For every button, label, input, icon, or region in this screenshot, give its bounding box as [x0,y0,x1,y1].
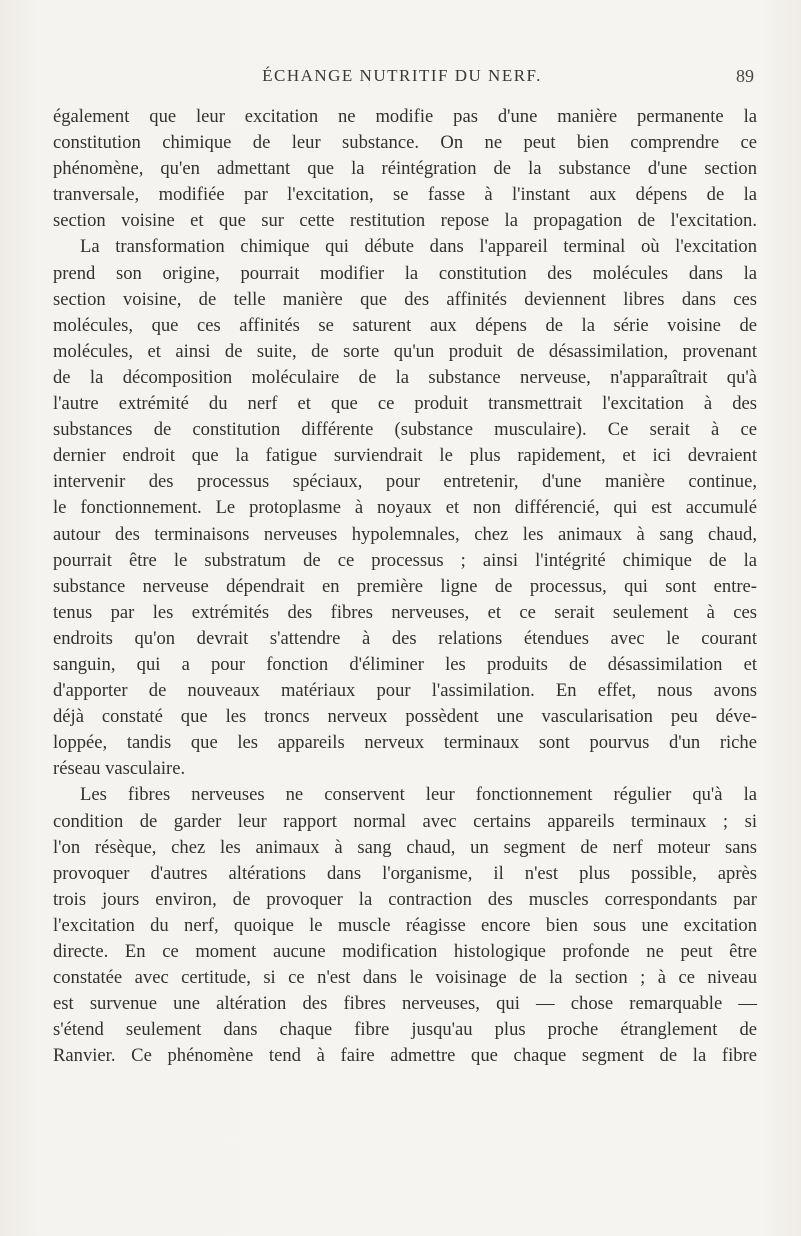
text-line: l'on résèque, chez les animaux à sang chaud, un segment de nerf moteur sans [53,836,757,858]
text-line: directe. En ce moment aucune modification histologique profonde ne peut être [53,941,757,962]
paragraph-end-line: réseau vasculaire. [53,758,186,780]
running-title: ÉCHANGE NUTRITIF DU NERF. [262,66,542,85]
text-line: l'excitation du nerf, quoique le muscle réagisse encore bien sous une excitation [53,914,757,936]
text-line: trois jours environ, de provoquer la contraction des muscles correspondants par [53,888,757,910]
paragraph-start-line: Les fibres nerveuses ne conservent leur fonctionnement régulier qu'à la [80,784,757,806]
text-line: substance nerveuse dépendrait en première ligne de processus, qui sont entre- [53,575,757,597]
text-line: déjà constaté que les troncs nerveux possèdent une vascularisation peu déve- [53,706,757,728]
text-line: endroits qu'on devrait s'attendre à des relations étendues avec le courant [53,627,757,649]
page-number: 89 [736,66,754,86]
paragraph-start-line: La transformation chimique qui débute dans l'appareil terminal où l'excitation [80,236,757,258]
text-line: molécules, et ainsi de suite, de sorte qu'un produit de désassimilation, provenant [53,340,757,362]
text-line: section voisine et que sur cette restitution repose la propagation de l'excitation. [53,210,757,232]
text-line: de la décomposition moléculaire de la substance nerveuse, n'apparaîtrait qu'à [53,366,757,388]
text-line: autour des terminaisons nerveuses hypolemnales, chez les animaux à sang chaud, [53,523,757,545]
body-text [53,104,757,1069]
text-line: section voisine, de telle manière que des affinités deviennent libres dans ces [53,288,757,310]
text-line: également que leur excitation ne modifie pas d'une manière permanente la [53,106,757,127]
text-line: loppée, tandis que les appareils nerveux terminaux sont pourvus d'un riche [53,732,757,754]
text-line: sanguin, qui a pour fonction d'éliminer les produits de désassimilation et [53,653,757,675]
text-line: substances de constitution différente (substance musculaire). Ce serait à ce [53,419,757,441]
text-line: tranversale, modifiée par l'excitation, se fasse à l'instant aux dépens de la [53,184,757,206]
text-line: constatée avec certitude, si ce n'est dans le voisinage de la section ; à ce niveau [53,967,757,989]
text-line: le fonctionnement. Le protoplasme à noyaux et non différencié, qui est accumulé [53,497,757,519]
text-line: tenus par les extrémités des fibres nerveuses, et ce serait seulement à ces [53,601,757,623]
text-line: dernier endroit que la fatigue surviendrait le plus rapidement, et ici devraient [53,445,757,467]
running-head [0,66,801,90]
text-line: pourrait être le substratum de ce processus ; ainsi l'intégrité chimique de la [53,549,757,571]
text-line: est survenue une altération des fibres nerveuses, qui — chose remarquable — [53,993,757,1015]
text-line: prend son origine, pourrait modifier la constitution des molécules dans la [53,262,757,284]
text-line: intervenir des processus spéciaux, pour entretenir, d'une manière continue, [53,471,757,493]
text-line: constitution chimique de leur substance. On ne peut bien comprendre ce [53,132,757,154]
text-line: Ranvier. Ce phénomène tend à faire admettre que chaque segment de la fibre [53,1045,757,1067]
text-line: molécules, que ces affinités se saturent aux dépens de la série voisine de [53,314,757,336]
text-line: l'autre extrémité du nerf et que ce produit transmettrait l'excitation à des [53,393,757,415]
text-line: condition de garder leur rapport normal avec certains appareils terminaux ; si [53,810,757,832]
text-line: phénomène, qu'en admettant que la réintégration de la substance d'une section [53,158,757,180]
text-line: s'étend seulement dans chaque fibre jusqu'au plus proche étranglement de [53,1019,757,1041]
text-line: provoquer d'autres altérations dans l'organisme, il n'est plus possible, après [53,862,757,884]
text-line: d'apporter de nouveaux matériaux pour l'assimilation. En effet, nous avons [53,680,757,702]
